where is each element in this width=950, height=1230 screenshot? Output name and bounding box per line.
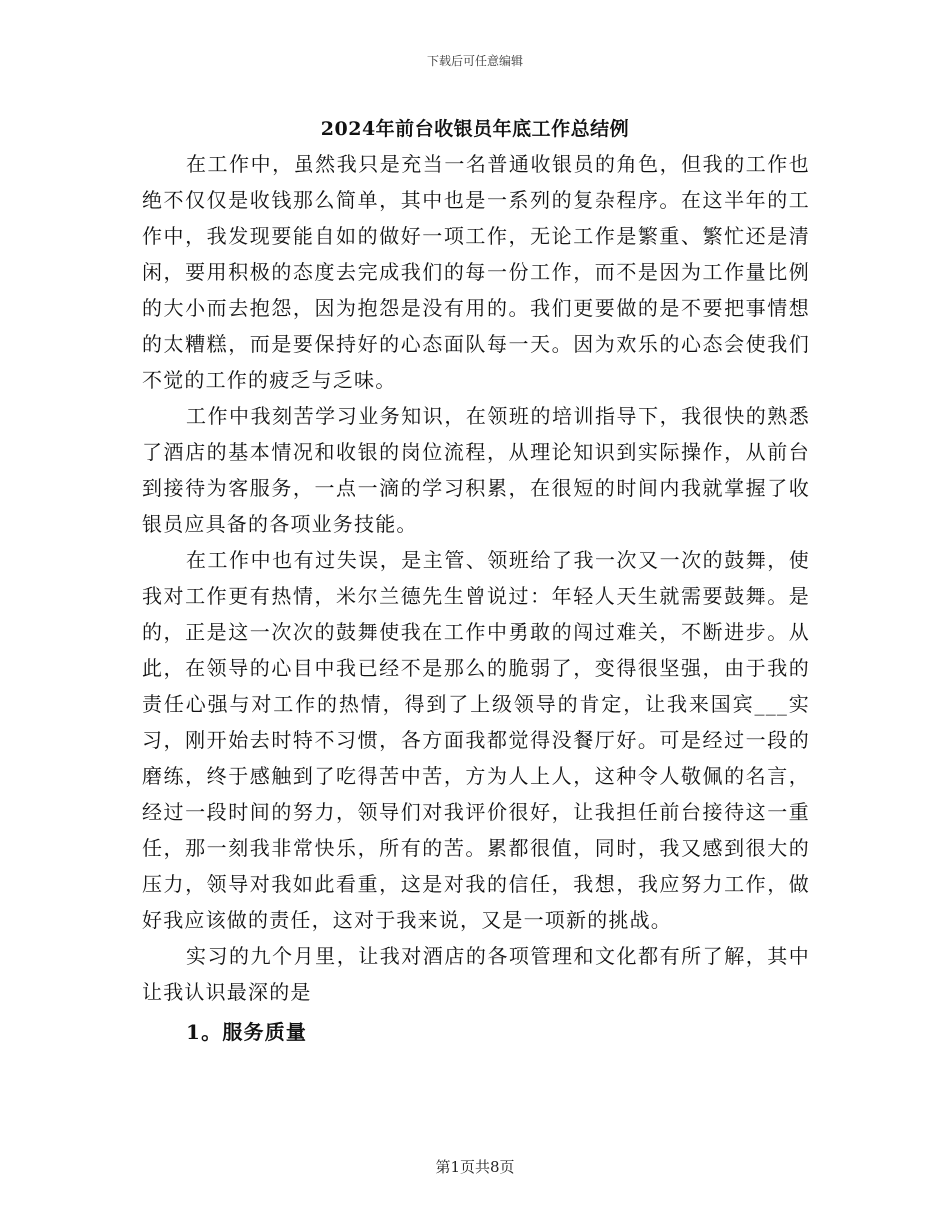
- paragraph-4: 实习的九个月里，让我对酒店的各项管理和文化都有所了解，其中让我认识最深的是: [142, 944, 810, 1004]
- paragraph-1: 在工作中，虽然我只是充当一名普通收银员的角色，但我的工作也绝不仅仅是收钱那么简单，其中也是一系列的复杂程序。在这半年的工作中，我发现要能自如的做好一项工作，无论工作是繁重、繁忙还是清闲，要用积极的态度去完成我们的每一份工作，而不是因为工作量比例的大小而去抱怨，因为抱怨是没有用的。我们更要做的是不要把事情想的太糟糕，而是要保持好的心态面队每一天。因为欢乐的心态会使我们不觉的工作的疲乏与乏味。: [142, 152, 810, 392]
- document-body: [142, 146, 810, 1050]
- paragraph-2: 工作中我刻苦学习业务知识，在领班的培训指导下，我很快的熟悉了酒店的基本情况和收银的岗位流程，从理论知识到实际操作，从前台到接待为客服务，一点一滴的学习积累，在很短的时间内我就掌握了收银员应具备的各项业务技能。: [142, 404, 810, 536]
- page-header-note: 下载后可任意编辑: [426, 54, 523, 68]
- document-title: 2024年前台收银员年底工作总结例: [320, 118, 630, 140]
- paragraph-3: 在工作中也有过失误，是主管、领班给了我一次又一次的鼓舞，使我对工作更有热情，米尔兰德先生曾说过：年轻人天生就需要鼓舞。是的，正是这一次次的鼓舞使我在工作中勇敢的闯过难关，不断进步。从此，在领导的心目中我已经不是那么的脆弱了，变得很坚强，由于我的责任心强与对工作的热情，得到了上级领导的肯定，让我来国宾___实习，刚开始去时特不习惯，各方面我都觉得没餐厅好。可是经过一段的磨练，终于感触到了吃得苦中苦，方为人上人，这种令人敬佩的名言，经过一段时间的努力，领导们对我评价很好，让我担任前台接待这一重任，那一刻我非常快乐，所有的苦。累都很值，同时，我又感到很大的压力，领导对我如此看重，这是对我的信任，我想，我应努力工作，做好我应该做的责任，这对于我来说，又是一项新的挑战。: [142, 548, 810, 932]
- section-heading: 1。服务质量: [186, 1020, 308, 1044]
- page-number: 第1页共8页: [435, 1158, 515, 1176]
